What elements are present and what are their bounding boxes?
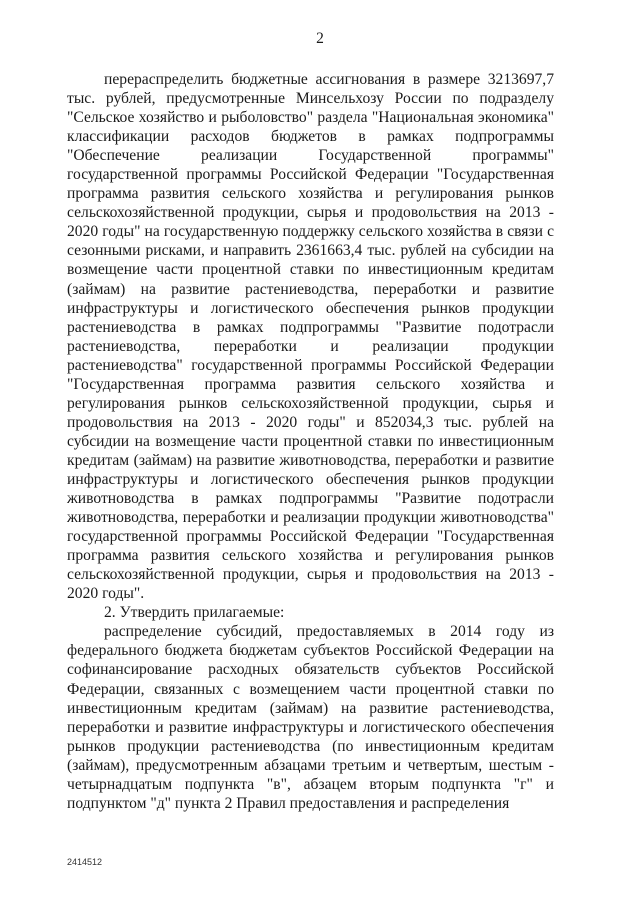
- document-body: [67, 70, 554, 813]
- paragraph-subsidy-distribution: распределение субсидий, предоставляемых в 2014 году из федерального бюджета бюджетам субъектов Российской Федерации на софинансирование расходных обязательств субъектов Российской Федерации, связанных с возмещением части процентной ставки по инвестиционным кредитам (займам) на развитие растениеводства, переработки и развитие инфраструктуры и логистического обеспечения рынков продукции растениеводства (по инвестиционным кредитам (займам), предусмотренным абзацами третьим и четвертым, шестым - четырнадцатым подпункта "в", абзацем вторым подпункта "г" и подпунктом "д" пункта 2 Правил предоставления и распределения: [67, 623, 554, 812]
- paragraph-reallocation: перераспределить бюджетные ассигнования в размере 3213697,7 тыс. рублей, предусмотренные Минсельхозу России по подразделу "Сельское хозяйство и рыболовство" раздела "Национальная экономика" классификации расходов бюджетов в рамках подпрограммы "Обеспечение реализации Государственной программы" государственной программы Российской Федерации "Государственная программа развития сельского хозяйства и регулирования рынков сельскохозяйственной продукции, сырья и продовольствия на 2013 - 2020 годы" на государственную поддержку сельского хозяйства в связи с сезонными рисками, и направить 2361663,4 тыс. рублей на субсидии на возмещение части процентной ставки по инвестиционным кредитам (займам) на развитие растениеводства, переработки и развитие инфраструктуры и логистического обеспечения рынков продукции растениеводства в рамках подпрограммы "Развитие подотрасли растениеводства, переработки и реализации продукции растениеводства" государственной программы Российской Федерации "Государственная программа развития сельского хозяйства и регулирования рынков сельскохозяйственной продукции, сырья и продовольствия на 2013 - 2020 годы" и 852034,3 тыс. рублей на субсидии на возмещение части процентной ставки по инвестиционным кредитам (займам) на развитие животноводства, переработки и развитие инфраструктуры и логистического обеспечения рынков продукции животноводства в рамках подпрограммы "Развитие подотрасли животноводства, переработки и реализации продукции животноводства" государственной программы Российской Федерации "Государственная программа развития сельского хозяйства и регулирования рынков сельскохозяйственной продукции, сырья и продовольствия на 2013 - 2020 годы".: [67, 71, 554, 603]
- document-code: 2414512: [67, 857, 103, 867]
- paragraph-approve-heading: 2. Утвердить прилагаемые:: [104, 604, 285, 622]
- page-number: 2: [316, 30, 324, 47]
